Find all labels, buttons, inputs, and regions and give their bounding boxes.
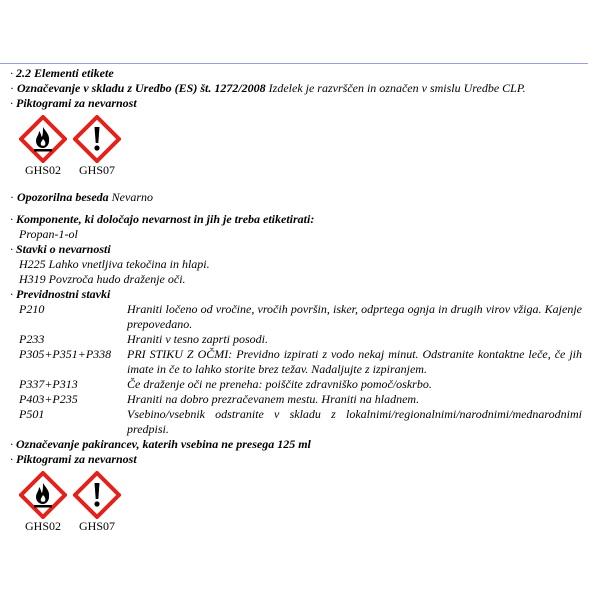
precautionary-statement-row — [10, 332, 590, 347]
pictograms-heading: · Piktogrami za nevarnost — [10, 96, 137, 110]
precautionary-statement-row — [10, 392, 590, 407]
signal-word-line: · Opozorilna beseda Nevarno — [10, 190, 153, 204]
precautionary-statement-row — [10, 347, 590, 377]
component-item: Propan-1-ol — [19, 227, 78, 241]
statement-text: Hraniti ločeno od vročine, vročih površin, isker, odprtega ognja in drugih virov vžiga. Kajenje prepovedano. — [127, 302, 582, 331]
pictogram-ghs07 — [73, 115, 121, 177]
precautionary-statement-row — [10, 407, 590, 437]
pictogram-code: GHS02 — [24, 163, 61, 177]
pictogram-ghs02 — [19, 115, 67, 177]
pictogram-code: GHS02 — [24, 519, 61, 533]
statement-text: Če draženje oči ne preneha: poiščite zdravniško pomoč/oskrbo. — [127, 377, 432, 391]
flame-icon — [19, 471, 67, 519]
statement-code: P210 — [19, 302, 45, 316]
statement-text: Vsebino/vsebnik odstranite v skladu z lokalnimi/regionalnimi/narodnimi/mednarodnimi predpisi. — [127, 407, 582, 436]
small-pack-pictograms-heading: · Piktogrami za nevarnost — [10, 452, 137, 466]
pictogram-code: GHS07 — [78, 163, 115, 177]
components-heading: · Komponente, ki določajo nevarnost in jih je treba etiketirati: — [10, 212, 315, 226]
statement-code: P337+P313 — [19, 377, 78, 391]
statement-text: Hraniti v tesno zaprti posodi. — [127, 332, 269, 346]
precautionary-statements-heading: · Previdnostni stavki — [10, 287, 111, 301]
hazard-statement: H319 Povzroča hudo draženje oči. — [19, 272, 186, 286]
pictogram-code: GHS07 — [78, 519, 115, 533]
flame-icon — [19, 115, 67, 163]
exclamation-icon — [73, 115, 121, 163]
hazard-statement: H225 Lahko vnetljiva tekočina in hlapi. — [19, 257, 210, 271]
pictogram-ghs02 — [19, 471, 67, 533]
statement-text: Hraniti na dobro prezračevanem mestu. Hraniti na hladnem. — [127, 392, 420, 406]
precautionary-statement-row — [10, 377, 590, 392]
small-pack-pictogram-row — [19, 471, 590, 533]
exclamation-icon — [73, 471, 121, 519]
top-divider — [0, 63, 588, 64]
hazard-statements-heading: · Stavki o nevarnosti — [10, 242, 111, 256]
pictogram-ghs07 — [73, 471, 121, 533]
precautionary-statement-row — [10, 302, 590, 332]
classification-line: · Označevanje v skladu z Uredbo (ES) št. 1272/2008 Izdelek je razvrščen in označen v smislu Uredbe CLP. — [10, 81, 526, 95]
statement-text: PRI STIKU Z OČMI: Previdno izpirati z vodo nekaj minut. Odstranite kontaktne leče, če jih imate in če to lahko storite brez težav. Nadaljujte z izpiranjem. — [127, 347, 582, 376]
statement-code: P403+P235 — [19, 392, 78, 406]
statement-code: P233 — [19, 332, 45, 346]
statement-code: P501 — [19, 407, 45, 421]
small-pack-heading: · Označevanje pakirancev, katerih vsebina ne presega 125 ml — [10, 437, 311, 451]
label-elements-section — [10, 66, 590, 533]
statement-code: P305+P351+P338 — [19, 347, 112, 361]
section-heading: · 2.2 Elementi etikete — [10, 66, 114, 80]
pictogram-row — [19, 115, 590, 177]
